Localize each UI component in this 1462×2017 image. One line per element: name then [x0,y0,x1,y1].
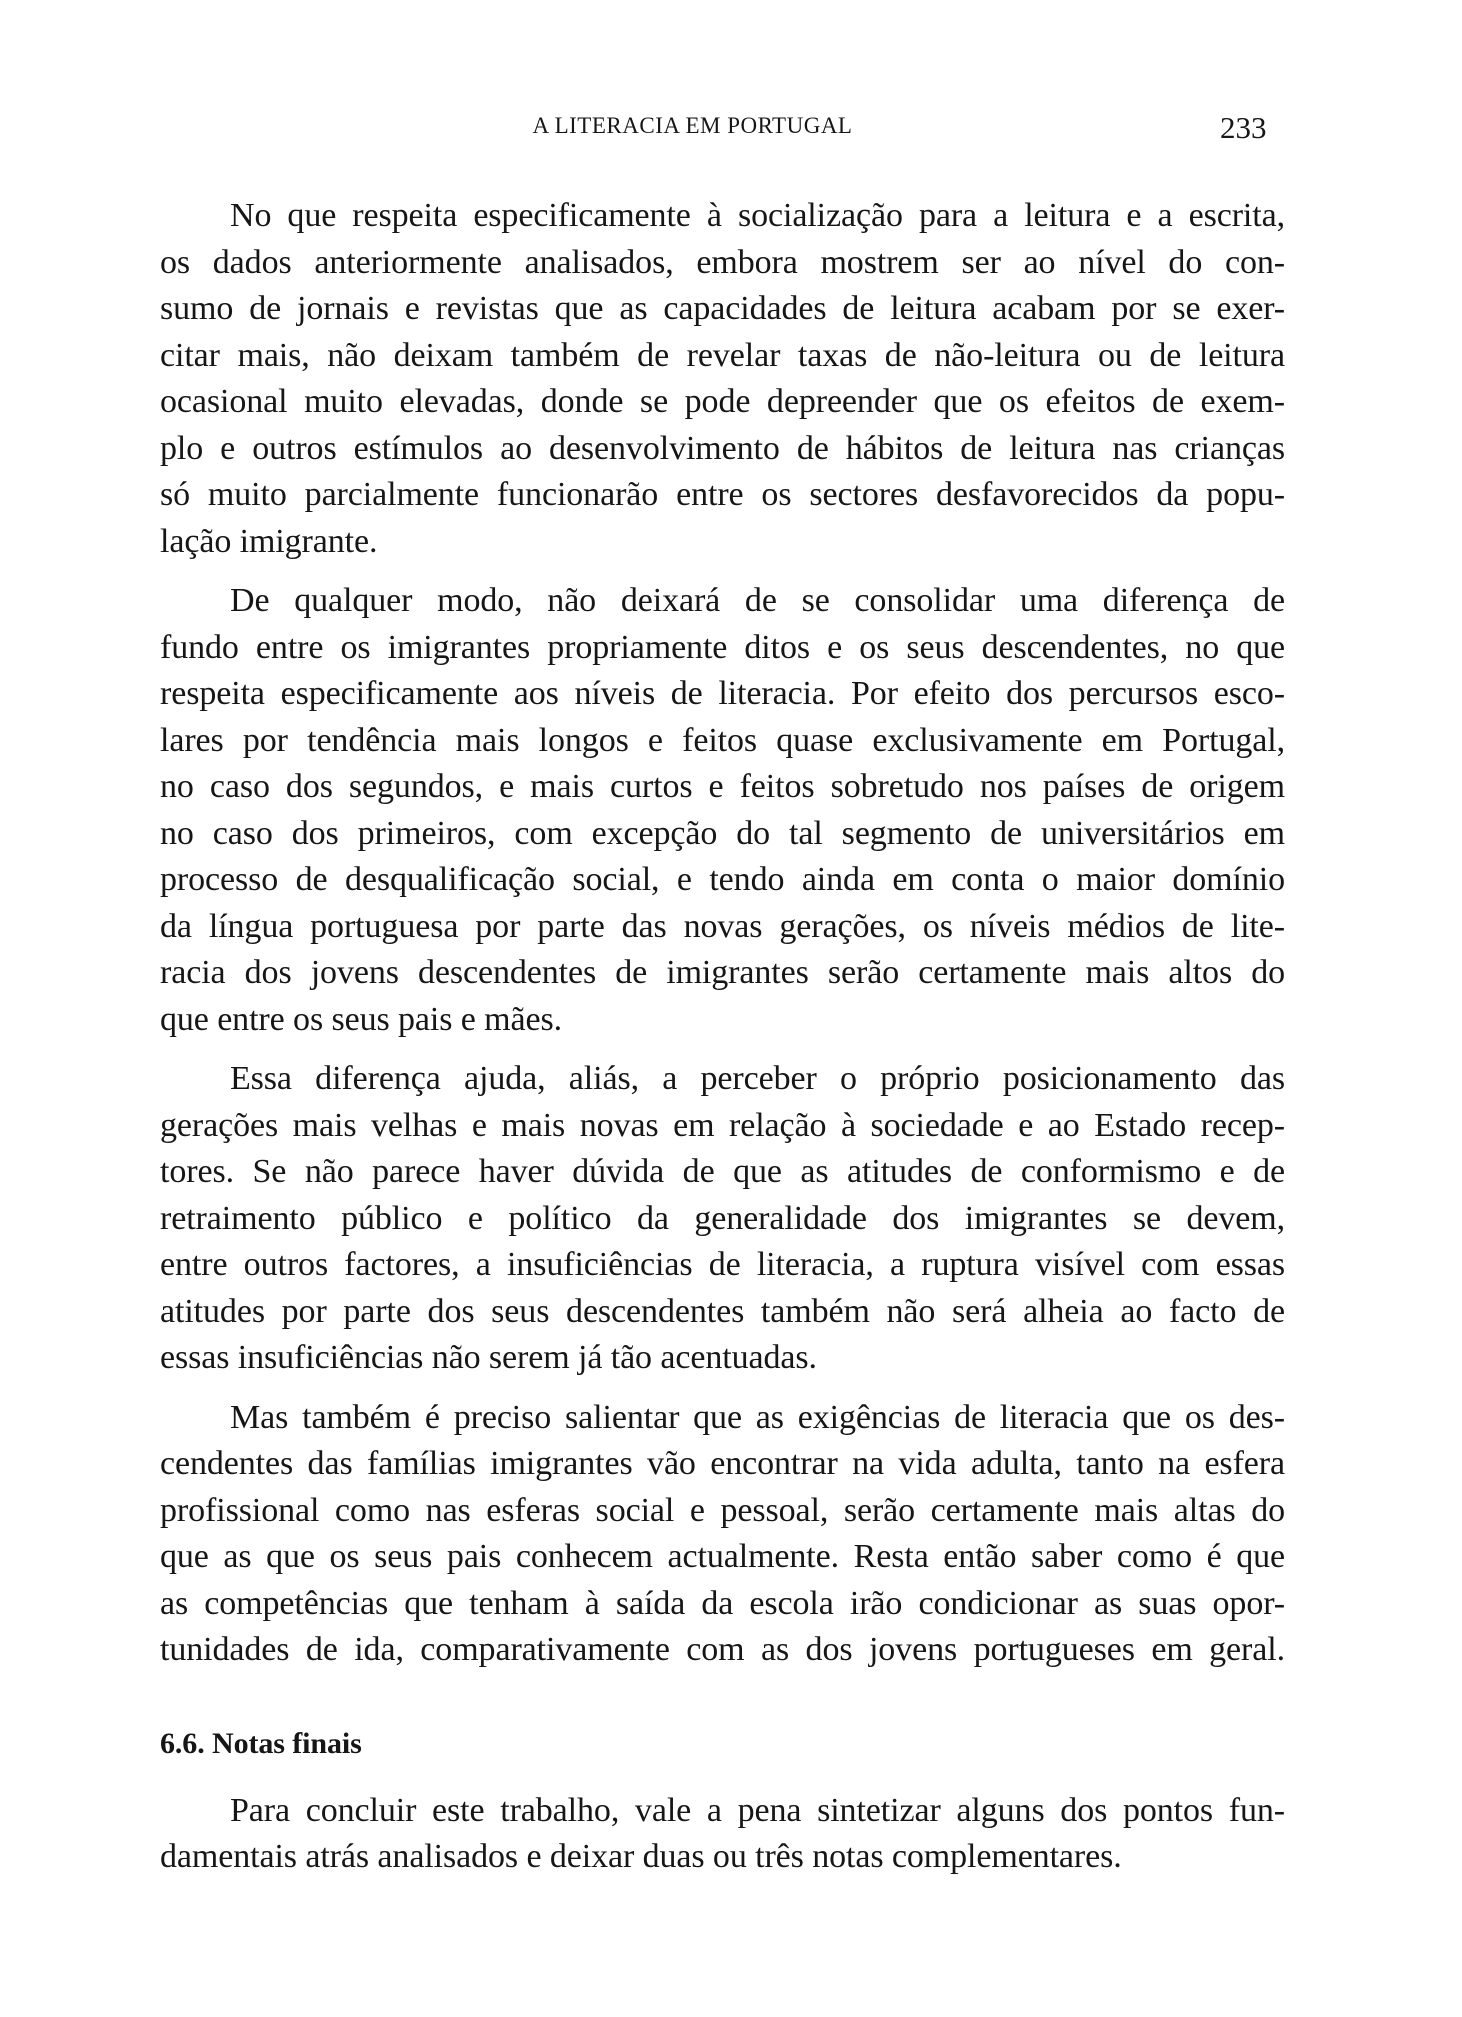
text-line: profissional como nas esferas social e pessoal, serão certamente mais altas do [160,1491,1285,1529]
text-line: lares por tendência mais longos e feitos quase exclusivamente em Portugal, [160,721,1285,759]
paragraph [160,1788,1285,1881]
text-line: Para concluir este trabalho, vale a pena sintetizar alguns dos pontos fun- [230,1791,1285,1829]
text-line: essas insuficiências não serem já tão acentuadas. [160,1339,817,1376]
text-line: De qualquer modo, não deixará de se consolidar uma diferença de [230,582,1285,619]
text-line: que as que os seus pais conhecem actualmente. Resta então saber como é que [160,1538,1285,1575]
text-line: citar mais, não deixam também de revelar taxas de não-leitura ou de leitura [160,336,1285,374]
text-line: que entre os seus pais e mães. [160,1000,563,1038]
text-line: as competências que tenham à saída da escola irão condicionar as suas opor- [160,1584,1285,1622]
text-line: plo e outros estímulos ao desenvolvimento de hábitos de leitura nas crianças [160,429,1285,467]
page-number: 233 [1220,110,1267,145]
running-title: A LITERACIA EM PORTUGAL [532,113,853,138]
text-line: Mas também é preciso salientar que as exigências de literacia que os des- [230,1398,1285,1436]
text-line: respeita especificamente aos níveis de literacia. Por efeito dos percursos esco- [160,675,1285,712]
text-line: retraimento público e político da generalidade dos imigrantes se devem, [160,1199,1285,1237]
text-line: No que respeita especificamente à socialização para a leitura e a escrita, [230,197,1285,234]
text-line: fundo entre os imigrantes propriamente ditos e os seus descendentes, no que [160,628,1285,666]
text-line: tores. Se não parece haver dúvida de que as atitudes de conformismo e de [160,1153,1285,1190]
section-heading: 6.6. Notas finais [160,1726,362,1760]
text-line: sumo de jornais e revistas que as capacidades de leitura acabam por se exer- [160,290,1285,327]
text-line: cendentes das famílias imigrantes vão encontrar na vida adulta, tanto na esfera [160,1445,1285,1482]
text-line: os dados anteriormente analisados, embora mostrem ser ao nível do con- [160,243,1285,281]
text-line: gerações mais velhas e mais novas em relação à sociedade e ao Estado recep- [160,1106,1285,1144]
text-line: entre outros factores, a insuficiências de literacia, a ruptura visível com essas [160,1246,1285,1283]
text-line: no caso dos segundos, e mais curtos e feitos sobretudo nos países de origem [160,768,1285,805]
text-line: da língua portuguesa por parte das novas gerações, os níveis médios de lite- [160,907,1285,945]
text-line: racia dos jovens descendentes de imigrantes serão certamente mais altos do [160,954,1285,991]
text-line: ocasional muito elevadas, donde se pode depreender que os efeitos de exem- [160,383,1285,420]
paragraph [160,578,1285,1043]
text-line: Essa diferença ajuda, aliás, a perceber o próprio posicionamento das [230,1060,1285,1097]
paragraph [160,193,1285,565]
body-paragraphs [160,193,1285,1674]
text-line: atitudes por parte dos seus descendentes também não será alheia ao facto de [160,1292,1285,1330]
text-line: lação imigrante. [160,522,378,560]
paragraph [160,1395,1285,1674]
text-line: processo de desqualificação social, e tendo ainda em conta o maior domínio [160,861,1285,898]
closing-paragraphs [160,1788,1285,1881]
text-line: no caso dos primeiros, com excepção do tal segmento de universitários em [160,814,1285,852]
text-line: tunidades de ida, comparativamente com as dos jovens portugueses em geral. [160,1631,1285,1668]
page-body [160,193,1285,1881]
text-line: damentais atrás analisados e deixar duas ou três notas complementares. [160,1838,1122,1875]
text-line: só muito parcialmente funcionarão entre os sectores desfavorecidos da popu- [160,476,1285,513]
paragraph [160,1056,1285,1382]
